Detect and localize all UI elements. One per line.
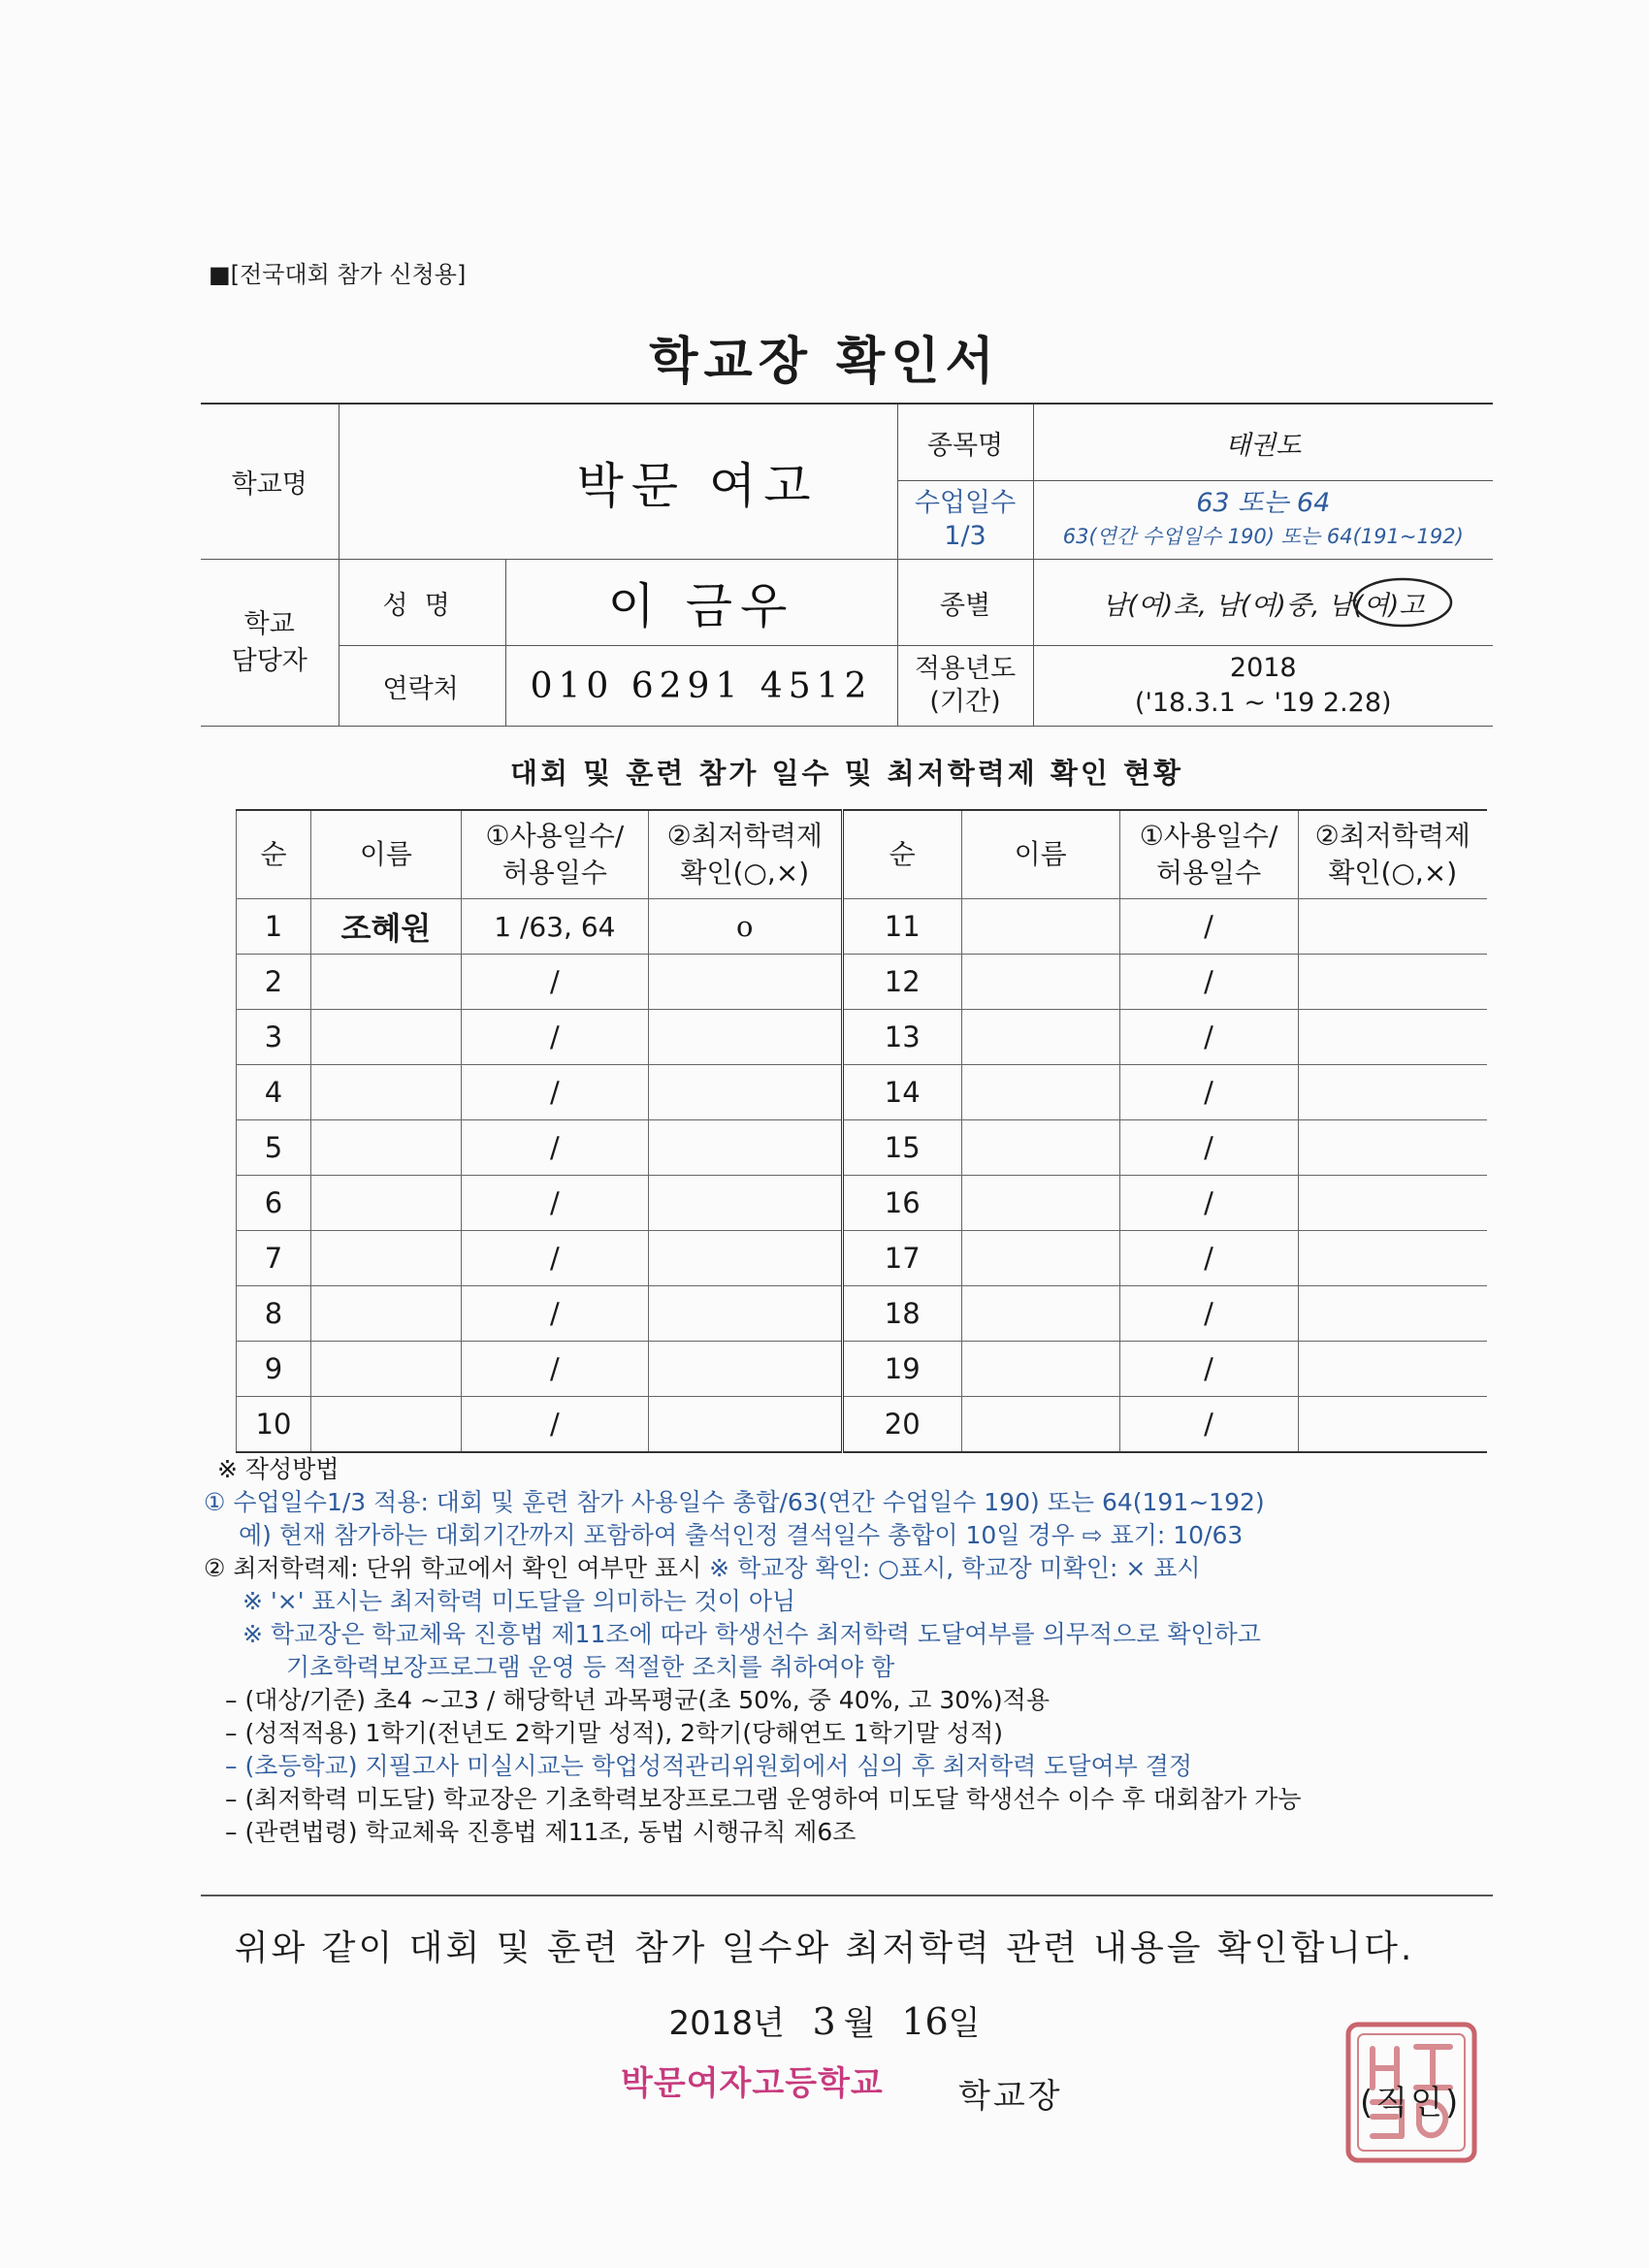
year-label-2: (기간) xyxy=(929,687,1001,717)
row-name[interactable] xyxy=(961,955,1119,1010)
row-no: 3 xyxy=(237,1010,311,1065)
row-no: 1 xyxy=(237,899,311,955)
row-days[interactable]: / xyxy=(1119,1120,1298,1176)
row-name[interactable]: 조혜원 xyxy=(310,899,461,955)
row-no: 15 xyxy=(842,1120,961,1176)
row-no: 12 xyxy=(842,955,961,1010)
header-check-2: 확인(○,×) xyxy=(680,857,810,889)
row-check[interactable] xyxy=(648,1231,842,1286)
row-name[interactable] xyxy=(310,1010,461,1065)
school-value[interactable] xyxy=(339,404,897,560)
row-check[interactable] xyxy=(648,1286,842,1342)
row-name[interactable] xyxy=(961,1286,1119,1342)
gender-label: 종별 xyxy=(897,560,1033,646)
table-row xyxy=(237,1231,1488,1286)
table-row xyxy=(237,1065,1488,1120)
row-name[interactable] xyxy=(310,1176,461,1231)
header-days-2: 허용일수 xyxy=(501,857,607,889)
contact-value[interactable] xyxy=(505,646,897,727)
school-value-text: 박문 여고 xyxy=(576,457,819,514)
table-row xyxy=(237,1010,1488,1065)
row-check[interactable] xyxy=(648,1176,842,1231)
header-check-2: 확인(○,×) xyxy=(1328,857,1458,889)
row-days[interactable]: / xyxy=(1119,1176,1298,1231)
row-days[interactable]: / xyxy=(1119,1065,1298,1120)
page-title: 학교장 확인서 xyxy=(649,333,1000,391)
row-no: 5 xyxy=(237,1120,311,1176)
row-check[interactable] xyxy=(648,1010,842,1065)
note-2a-text: ② 최저학력제: 단위 학교에서 확인 여부만 표시 xyxy=(204,1554,710,1582)
row-no: 9 xyxy=(237,1342,311,1397)
header-no-left: 순 xyxy=(237,810,311,899)
days-label-1: 수업일수 xyxy=(914,488,1017,518)
row-days[interactable]: / xyxy=(461,1342,648,1397)
date-month[interactable]: 3 xyxy=(812,2000,836,2043)
row-check[interactable] xyxy=(648,1120,842,1176)
name-value[interactable] xyxy=(505,560,897,646)
row-days[interactable]: / xyxy=(461,1010,648,1065)
name-label: 성 명 xyxy=(339,560,505,646)
note-1b: 예) 현재 참가하는 대회기간까지 포함하여 출석인정 결석일수 총합이 10일 경우 ⇨ 표기: 10/63 xyxy=(239,1521,1244,1549)
participation-table xyxy=(236,809,1487,1453)
confirm-statement: 위와 같이 대회 및 훈련 참가 일수와 최저학력 관련 내용을 확인합니다. xyxy=(234,1928,1415,1968)
note-detail-3: – (초등학교) 지필고사 미실시교는 학업성적관리위원회에서 심의 후 최저학력 도달여부 결정 xyxy=(225,1752,1193,1780)
principal-label: 학교장 xyxy=(958,2077,1063,2116)
note-detail-4: – (최저학력 미도달) 학교장은 기초학력보장프로그램 운영하여 미도달 학생선수 이수 후 대회참가 가능 xyxy=(225,1785,1302,1813)
row-days[interactable]: / xyxy=(1119,1342,1298,1397)
row-days[interactable]: / xyxy=(461,1065,648,1120)
info-table xyxy=(201,403,1493,727)
row-days[interactable]: / xyxy=(461,1120,648,1176)
note-2b: ※ '×' 표시는 최저학력 미도달을 의미하는 것이 아님 xyxy=(242,1587,796,1615)
row-days[interactable]: / xyxy=(1119,1286,1298,1342)
header-days-2: 허용일수 xyxy=(1155,857,1262,889)
sport-value[interactable]: 태권도 xyxy=(1033,404,1493,481)
table-header-row xyxy=(237,810,1488,899)
row-name[interactable] xyxy=(310,1065,461,1120)
note-2a-blue: ※ 학교장 확인: ○표시, 학교장 미확인: × 표시 xyxy=(709,1554,1201,1582)
row-days[interactable]: / xyxy=(461,1176,648,1231)
row-check[interactable] xyxy=(648,1397,842,1453)
staff-label xyxy=(201,560,339,727)
row-days[interactable]: / xyxy=(461,955,648,1010)
row-no: 18 xyxy=(842,1286,961,1342)
table-row xyxy=(237,1397,1488,1453)
date-day-label: 일 xyxy=(948,2004,981,2043)
table-row xyxy=(237,1286,1488,1342)
sport-label: 종목명 xyxy=(897,404,1033,481)
header-check-right xyxy=(1298,810,1487,899)
row-check[interactable] xyxy=(648,1342,842,1397)
year-value-2: ('18.3.1 ~ '19 2.28) xyxy=(1134,688,1392,718)
year-label-1: 적용년도 xyxy=(914,654,1017,684)
row-name[interactable] xyxy=(310,1397,461,1453)
row-no: 16 xyxy=(842,1176,961,1231)
days-label xyxy=(897,481,1033,560)
row-no: 6 xyxy=(237,1176,311,1231)
note-1a: ① 수업일수1/3 적용: 대회 및 훈련 참가 사용일수 총합/63(연간 수업일수 190) 또는 64(191~192) xyxy=(204,1488,1265,1516)
days-value-2: 63(연간 수업일수 190) 또는 64(191~192) xyxy=(1062,525,1464,548)
row-check[interactable] xyxy=(1298,1010,1487,1065)
row-days[interactable]: / xyxy=(1119,1231,1298,1286)
table-row xyxy=(237,1176,1488,1231)
row-name[interactable] xyxy=(310,955,461,1010)
row-name[interactable] xyxy=(961,1010,1119,1065)
row-check[interactable] xyxy=(1298,1286,1487,1342)
section-title: 대회 및 훈련 참가 일수 및 최저학력제 확인 현황 xyxy=(509,757,1184,790)
header-days-right xyxy=(1119,810,1298,899)
row-days[interactable]: / xyxy=(461,1397,648,1453)
date-day[interactable]: 16 xyxy=(901,2000,949,2043)
header-check-1: ②최저학력제 xyxy=(1314,820,1471,852)
row-no: 13 xyxy=(842,1010,961,1065)
row-name[interactable] xyxy=(961,1065,1119,1120)
name-value-text: 이 금우 xyxy=(607,578,795,634)
header-days-1: ①사용일수/ xyxy=(1139,820,1278,852)
staff-label-2: 담당자 xyxy=(231,645,307,676)
row-name[interactable] xyxy=(310,1120,461,1176)
table-row xyxy=(237,899,1488,955)
note-2c: ※ 학교장은 학교체육 진흥법 제11조에 따라 학생선수 최저학력 도달여부를 의무적으로 확인하고 xyxy=(242,1620,1261,1648)
staff-label-1: 학교 xyxy=(243,608,295,639)
row-check[interactable] xyxy=(1298,1120,1487,1176)
row-name[interactable] xyxy=(961,1120,1119,1176)
date-month-label: 월 xyxy=(843,2004,876,2043)
row-no: 11 xyxy=(842,899,961,955)
row-check[interactable] xyxy=(1298,1342,1487,1397)
row-no: 10 xyxy=(237,1397,311,1453)
row-name[interactable] xyxy=(310,1231,461,1286)
row-no: 20 xyxy=(842,1397,961,1453)
header-name-left: 이름 xyxy=(310,810,461,899)
row-no: 14 xyxy=(842,1065,961,1120)
row-name[interactable] xyxy=(961,1342,1119,1397)
year-label xyxy=(897,646,1033,727)
table-row xyxy=(237,1120,1488,1176)
table-row xyxy=(237,1342,1488,1397)
year-value-1: 2018 xyxy=(1229,653,1297,683)
row-name[interactable] xyxy=(310,1342,461,1397)
note-2a xyxy=(204,1552,1504,1585)
row-days[interactable]: / xyxy=(1119,1397,1298,1453)
seal-label: (직인) xyxy=(1360,2084,1462,2122)
header-check-left xyxy=(648,810,842,899)
days-value[interactable] xyxy=(1033,481,1493,560)
row-check[interactable] xyxy=(1298,899,1487,955)
school-label: 학교명 xyxy=(201,404,339,560)
row-name[interactable] xyxy=(961,1397,1119,1453)
gender-value[interactable] xyxy=(1033,560,1493,646)
contact-value-text: 010 6291 4512 xyxy=(530,665,873,706)
row-days[interactable]: / xyxy=(1119,1010,1298,1065)
days-value-1: 63 또는 64 xyxy=(1196,488,1331,518)
row-no: 19 xyxy=(842,1342,961,1397)
row-days[interactable]: / xyxy=(461,1286,648,1342)
row-check[interactable] xyxy=(648,955,842,1010)
row-check[interactable] xyxy=(1298,1397,1487,1453)
instructions xyxy=(204,1453,1504,1849)
row-no: 4 xyxy=(237,1065,311,1120)
row-no: 7 xyxy=(237,1231,311,1286)
row-days[interactable]: 1 /63, 64 xyxy=(461,899,648,955)
row-name[interactable] xyxy=(961,1176,1119,1231)
note-detail-1: – (대상/기준) 초4 ~고3 / 해당학년 과목평균(초 50%, 중 40%, 고 30%)적용 xyxy=(225,1686,1050,1714)
header-days-1: ①사용일수/ xyxy=(485,820,625,852)
header-no-right: 순 xyxy=(842,810,961,899)
notes-heading: ※ 작성방법 xyxy=(217,1455,340,1483)
days-label-2: 1/3 xyxy=(944,521,986,551)
row-no: 2 xyxy=(237,955,311,1010)
note-2d: 기초학력보장프로그램 운영 등 적절한 조치를 취하여야 함 xyxy=(286,1653,895,1681)
header-check-1: ②최저학력제 xyxy=(666,820,823,852)
date-year: 2018년 xyxy=(668,2004,785,2043)
row-check[interactable] xyxy=(1298,955,1487,1010)
row-days[interactable]: / xyxy=(461,1231,648,1286)
school-name-stamp: 박문여자고등학교 xyxy=(621,2064,884,2103)
row-days[interactable]: / xyxy=(1119,899,1298,955)
row-check[interactable] xyxy=(648,1065,842,1120)
header-days-left xyxy=(461,810,648,899)
row-check[interactable] xyxy=(1298,1176,1487,1231)
note-detail-5: – (관련법령) 학교체육 진흥법 제11조, 동법 시행규칙 제6조 xyxy=(225,1818,857,1846)
note-detail-2: – (성적적용) 1학기(전년도 2학기말 성적), 2학기(당해연도 1학기말 성적) xyxy=(225,1719,1003,1747)
document-tag: ■[전국대회 참가 신청용] xyxy=(209,261,467,288)
row-check[interactable] xyxy=(1298,1065,1487,1120)
circle-mark-icon xyxy=(1349,573,1456,632)
table-row xyxy=(237,955,1488,1010)
contact-label: 연락처 xyxy=(339,646,505,727)
gender-value-text: 남(여)초, 남(여)중, 남(여)고 xyxy=(1102,590,1425,621)
row-check[interactable]: o xyxy=(648,899,842,955)
row-name[interactable] xyxy=(961,899,1119,955)
year-value[interactable] xyxy=(1033,646,1493,727)
row-no: 17 xyxy=(842,1231,961,1286)
row-name[interactable] xyxy=(961,1231,1119,1286)
row-days[interactable]: / xyxy=(1119,955,1298,1010)
divider xyxy=(201,1895,1493,1896)
header-name-right: 이름 xyxy=(961,810,1119,899)
row-no: 8 xyxy=(237,1286,311,1342)
row-name[interactable] xyxy=(310,1286,461,1342)
row-check[interactable] xyxy=(1298,1231,1487,1286)
